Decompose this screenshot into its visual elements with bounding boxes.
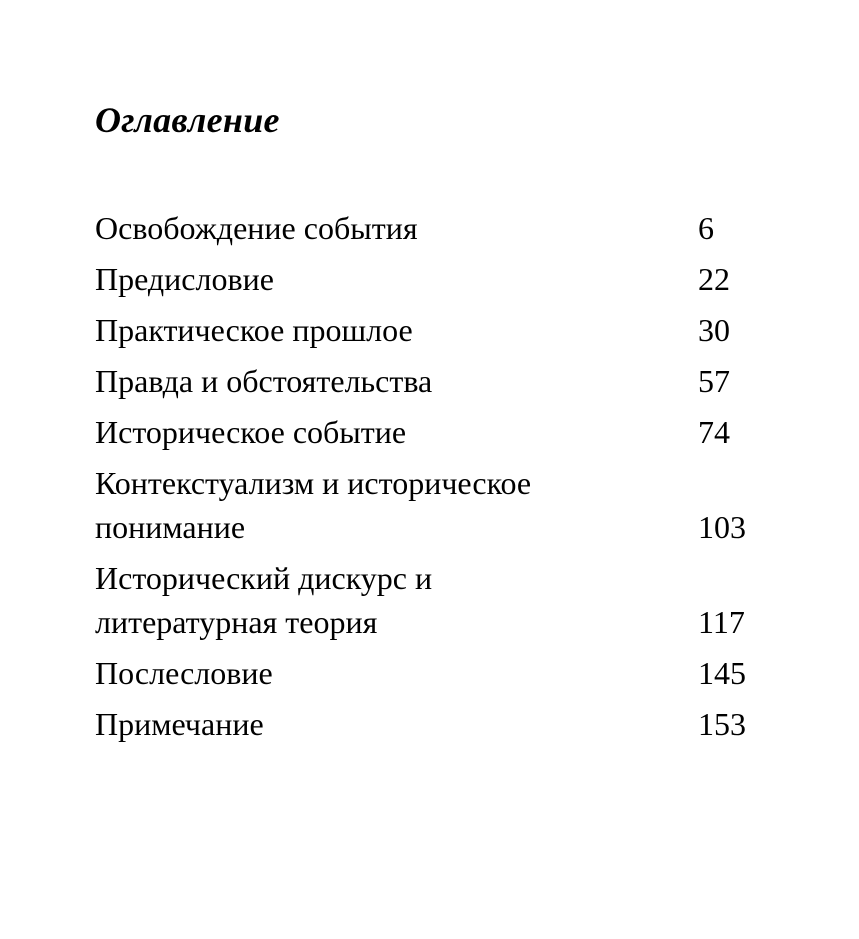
toc-entry-page: 57 <box>698 363 730 399</box>
toc-entry <box>95 651 775 695</box>
toc-entry <box>95 702 775 746</box>
toc-entry-page: 117 <box>698 604 745 640</box>
toc-entry-title: Правда и обстоятельства <box>95 363 433 399</box>
toc-entry-page: 145 <box>698 655 746 691</box>
toc-entry <box>95 461 775 549</box>
toc-entry-page: 153 <box>698 706 746 742</box>
page-title: Оглавление <box>95 100 280 140</box>
toc-entry-title: Послесловие <box>95 655 273 691</box>
toc-entry-page: 22 <box>698 261 730 297</box>
toc-entry <box>95 556 775 644</box>
toc-entry <box>95 359 775 403</box>
toc-entry <box>95 308 775 352</box>
toc-entry <box>95 410 775 454</box>
toc-entry-title: Практическое прошлое <box>95 312 413 348</box>
toc-entry-title: Предисловие <box>95 261 274 297</box>
toc-entry-title: Контекстуализм и историческое понимание <box>95 465 532 545</box>
toc-entry-title: Исторический дискурс и литературная теория <box>95 560 433 640</box>
toc-entry <box>95 257 775 301</box>
toc-entry <box>95 206 775 250</box>
toc-entry-page: 74 <box>698 414 730 450</box>
toc-entry-page: 6 <box>698 210 714 246</box>
table-of-contents <box>95 206 775 753</box>
toc-entry-title: Освобождение события <box>95 210 418 246</box>
toc-entry-page: 103 <box>698 509 746 545</box>
toc-entry-page: 30 <box>698 312 730 348</box>
toc-entry-title: Примечание <box>95 706 264 742</box>
toc-entry-title: Историческое событие <box>95 414 407 450</box>
